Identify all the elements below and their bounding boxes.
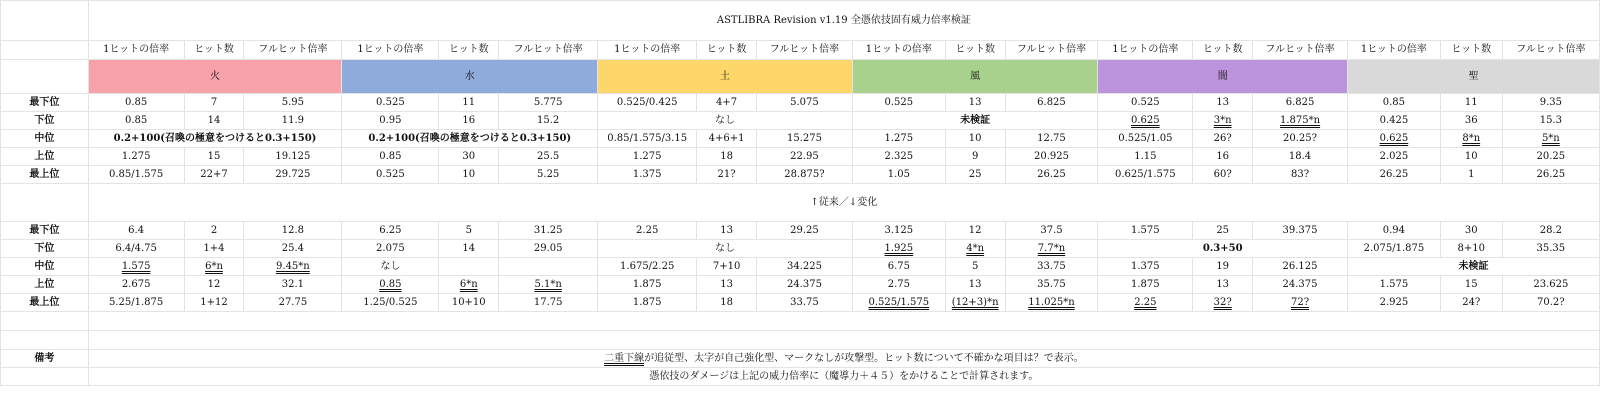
value-cell: 13 xyxy=(1193,276,1253,294)
title-row xyxy=(1,1,1600,41)
value-cell: 20.925 xyxy=(1005,148,1098,166)
value-cell: 28.875? xyxy=(757,166,853,184)
column-header: ヒット数 xyxy=(439,41,499,60)
value-cell: 29.05 xyxy=(499,240,598,258)
value-cell: 3*n xyxy=(1193,112,1253,130)
value-cell: 6.25 xyxy=(342,222,439,240)
value-cell: 83? xyxy=(1253,166,1348,184)
value-cell: 0.625 xyxy=(1098,112,1193,130)
value-cell: 25 xyxy=(945,166,1005,184)
column-header: ヒット数 xyxy=(945,41,1005,60)
data-row xyxy=(1,148,1600,166)
value-cell: 0.525 xyxy=(852,94,945,112)
value-cell: 16 xyxy=(439,112,499,130)
value-cell: 6.825 xyxy=(1253,94,1348,112)
value-cell: 35.35 xyxy=(1502,240,1599,258)
value-cell: 5 xyxy=(945,258,1005,276)
notes-label: 備考 xyxy=(1,350,89,368)
value-cell: 31.25 xyxy=(499,222,598,240)
column-header: ヒット数 xyxy=(184,41,244,60)
value-cell: 0.2+100(召喚の極意をつけると0.3+150) xyxy=(88,130,342,148)
notes-row xyxy=(1,350,1600,368)
value-cell: 0.85/1.575/3.15 xyxy=(598,130,697,148)
corner-cell xyxy=(1,184,89,222)
value-cell: 29.25 xyxy=(757,222,853,240)
value-cell: 21? xyxy=(697,166,757,184)
data-row xyxy=(1,94,1600,112)
corner-cell xyxy=(1,60,89,94)
rank-label: 上位 xyxy=(1,276,89,294)
notes-line-2: 憑依技のダメージは上記の威力倍率に（魔導力＋４５）をかけることで計算されます。 xyxy=(88,368,1599,386)
value-cell: 1.925 xyxy=(852,240,945,258)
data-row xyxy=(1,166,1600,184)
element-header: 土 xyxy=(598,60,853,94)
data-row xyxy=(1,222,1600,240)
element-header: 闇 xyxy=(1098,60,1348,94)
corner-cell xyxy=(1,1,89,41)
value-cell xyxy=(499,258,598,276)
value-cell: 1.275 xyxy=(852,130,945,148)
value-cell: なし xyxy=(342,258,439,276)
value-cell: 8*n xyxy=(1440,130,1502,148)
data-row xyxy=(1,130,1600,148)
value-cell: 20.25? xyxy=(1253,130,1348,148)
column-header-row xyxy=(1,41,1600,60)
value-cell: 未検証 xyxy=(852,112,1097,130)
value-cell: 0.85 xyxy=(88,94,184,112)
value-cell: 0.525/0.425 xyxy=(598,94,697,112)
value-cell: 9.45*n xyxy=(244,258,342,276)
value-cell: 30 xyxy=(439,148,499,166)
value-cell: 37.5 xyxy=(1005,222,1098,240)
value-cell: 2.025 xyxy=(1347,148,1440,166)
value-cell: 5 xyxy=(439,222,499,240)
value-cell: 1+4 xyxy=(184,240,244,258)
section-separator: ↑従来／↓変化 xyxy=(88,184,1599,222)
column-header: 1ヒットの倍率 xyxy=(88,41,184,60)
value-cell: 19 xyxy=(1193,258,1253,276)
data-row xyxy=(1,276,1600,294)
value-cell: 6.825 xyxy=(1005,94,1098,112)
data-row xyxy=(1,258,1600,276)
corner-cell xyxy=(1,331,89,350)
rank-label: 中位 xyxy=(1,258,89,276)
column-header: 1ヒットの倍率 xyxy=(852,41,945,60)
value-cell: 1.875*n xyxy=(1253,112,1348,130)
value-cell: 16 xyxy=(1193,148,1253,166)
value-cell: 6.4 xyxy=(88,222,184,240)
value-cell: 25.4 xyxy=(244,240,342,258)
value-cell: 32.1 xyxy=(244,276,342,294)
separator-row xyxy=(1,184,1600,222)
value-cell: 19.125 xyxy=(244,148,342,166)
value-cell: 26.25 xyxy=(1502,166,1599,184)
value-cell: 15.275 xyxy=(757,130,853,148)
value-cell: 1.275 xyxy=(598,148,697,166)
value-cell: なし xyxy=(598,112,853,130)
value-cell: 13 xyxy=(1193,94,1253,112)
value-cell: 0.525 xyxy=(342,166,439,184)
value-cell: 2.075/1.875 xyxy=(1347,240,1440,258)
column-header: フルヒット倍率 xyxy=(1005,41,1098,60)
column-header: 1ヒットの倍率 xyxy=(598,41,697,60)
column-header: フルヒット倍率 xyxy=(1253,41,1348,60)
value-cell: 2.325 xyxy=(852,148,945,166)
value-cell: 2.75 xyxy=(852,276,945,294)
value-cell: 9 xyxy=(945,148,1005,166)
value-cell: 30 xyxy=(1440,222,1502,240)
value-cell: 11 xyxy=(1440,94,1502,112)
value-cell: 60? xyxy=(1193,166,1253,184)
value-cell: 0.625 xyxy=(1347,130,1440,148)
rank-label: 中位 xyxy=(1,130,89,148)
value-cell: 11.9 xyxy=(244,112,342,130)
column-header: ヒット数 xyxy=(1440,41,1502,60)
value-cell: 4+7 xyxy=(697,94,757,112)
value-cell: 13 xyxy=(697,222,757,240)
value-cell: 1.25/0.525 xyxy=(342,294,439,312)
value-cell: 18.4 xyxy=(1253,148,1348,166)
value-cell: なし xyxy=(598,240,853,258)
spacer-row xyxy=(1,331,1600,350)
value-cell: 32? xyxy=(1193,294,1253,312)
value-cell: 5.775 xyxy=(499,94,598,112)
value-cell: 15.2 xyxy=(499,112,598,130)
element-header: 水 xyxy=(342,60,598,94)
value-cell: 未検証 xyxy=(1347,258,1599,276)
value-cell: 20.25 xyxy=(1502,148,1599,166)
value-cell: 25 xyxy=(1193,222,1253,240)
column-header: 1ヒットの倍率 xyxy=(1098,41,1193,60)
value-cell: 5.95 xyxy=(244,94,342,112)
value-cell: 7.7*n xyxy=(1005,240,1098,258)
value-cell: 33.75 xyxy=(757,294,853,312)
value-cell: 1+12 xyxy=(184,294,244,312)
notes-text: が追従型、太字が自己強化型、マークなしが攻撃型。ヒット数について不確かな項目は？で表示。 xyxy=(644,352,1084,364)
rank-label: 下位 xyxy=(1,240,89,258)
column-header: ヒット数 xyxy=(697,41,757,60)
value-cell: 3.125 xyxy=(852,222,945,240)
value-cell: 4+6+1 xyxy=(697,130,757,148)
value-cell: 10+10 xyxy=(439,294,499,312)
column-header: 1ヒットの倍率 xyxy=(1347,41,1440,60)
value-cell: 72? xyxy=(1253,294,1348,312)
value-cell: 0.2+100(召喚の極意をつけると0.3+150) xyxy=(342,130,598,148)
value-cell: 25.5 xyxy=(499,148,598,166)
value-cell: 13 xyxy=(945,276,1005,294)
value-cell: 13 xyxy=(697,276,757,294)
value-cell: 29.725 xyxy=(244,166,342,184)
column-header: フルヒット倍率 xyxy=(244,41,342,60)
data-row xyxy=(1,240,1600,258)
value-cell: 15 xyxy=(184,148,244,166)
rank-label: 最下位 xyxy=(1,222,89,240)
spacer-cell xyxy=(88,312,1599,331)
value-cell: 0.85 xyxy=(342,148,439,166)
value-cell: 6*n xyxy=(439,276,499,294)
value-cell: 35.75 xyxy=(1005,276,1098,294)
value-cell: 14 xyxy=(439,240,499,258)
value-cell: 8+10 xyxy=(1440,240,1502,258)
data-row xyxy=(1,294,1600,312)
value-cell: 5.075 xyxy=(757,94,853,112)
rank-label: 上位 xyxy=(1,148,89,166)
value-cell: 0.85 xyxy=(342,276,439,294)
value-cell: 5.1*n xyxy=(499,276,598,294)
rank-label: 最上位 xyxy=(1,166,89,184)
value-cell: 24? xyxy=(1440,294,1502,312)
value-cell: 33.75 xyxy=(1005,258,1098,276)
value-cell: 0.85/1.575 xyxy=(88,166,184,184)
element-row xyxy=(1,60,1600,94)
corner-cell xyxy=(1,312,89,331)
value-cell: 7+10 xyxy=(697,258,757,276)
column-header: フルヒット倍率 xyxy=(499,41,598,60)
value-cell: 13 xyxy=(945,94,1005,112)
value-cell: 18 xyxy=(697,148,757,166)
value-cell: 1.875 xyxy=(598,276,697,294)
value-cell: 1.05 xyxy=(852,166,945,184)
value-cell: 28.2 xyxy=(1502,222,1599,240)
element-header: 聖 xyxy=(1347,60,1599,94)
column-header: フルヒット倍率 xyxy=(757,41,853,60)
value-cell: 26? xyxy=(1193,130,1253,148)
value-cell: (12+3)*n xyxy=(945,294,1005,312)
value-cell: 1.375 xyxy=(1098,258,1193,276)
value-cell: 34.225 xyxy=(757,258,853,276)
value-cell: 26.25 xyxy=(1005,166,1098,184)
value-cell: 23.625 xyxy=(1502,276,1599,294)
value-cell: 12 xyxy=(945,222,1005,240)
value-cell: 12 xyxy=(184,276,244,294)
value-cell: 0.525 xyxy=(1098,94,1193,112)
data-row xyxy=(1,112,1600,130)
value-cell: 5.25/1.875 xyxy=(88,294,184,312)
value-cell: 15 xyxy=(1440,276,1502,294)
value-cell: 7 xyxy=(184,94,244,112)
value-cell: 18 xyxy=(697,294,757,312)
rank-label: 下位 xyxy=(1,112,89,130)
value-cell: 39.375 xyxy=(1253,222,1348,240)
value-cell: 14 xyxy=(184,112,244,130)
value-cell: 1.575 xyxy=(1347,276,1440,294)
value-cell: 0.85 xyxy=(88,112,184,130)
value-cell: 22+7 xyxy=(184,166,244,184)
value-cell: 1.875 xyxy=(598,294,697,312)
column-header: ヒット数 xyxy=(1193,41,1253,60)
value-cell: 24.375 xyxy=(1253,276,1348,294)
value-cell: 36 xyxy=(1440,112,1502,130)
value-cell: 0.95 xyxy=(342,112,439,130)
value-cell: 0.525/1.05 xyxy=(1098,130,1193,148)
value-cell xyxy=(439,258,499,276)
value-cell: 1 xyxy=(1440,166,1502,184)
value-cell: 5.25 xyxy=(499,166,598,184)
spacer-row xyxy=(1,312,1600,331)
value-cell: 2.925 xyxy=(1347,294,1440,312)
value-cell: 1.575 xyxy=(1098,222,1193,240)
rank-label: 最下位 xyxy=(1,94,89,112)
value-cell: 1.875 xyxy=(1098,276,1193,294)
value-cell: 12.75 xyxy=(1005,130,1098,148)
value-cell: 1.675/2.25 xyxy=(598,258,697,276)
value-cell: 17.75 xyxy=(499,294,598,312)
value-cell: 0.625/1.575 xyxy=(1098,166,1193,184)
value-cell: 5*n xyxy=(1502,130,1599,148)
column-header: 1ヒットの倍率 xyxy=(342,41,439,60)
notes-row xyxy=(1,368,1600,386)
value-cell: 11.025*n xyxy=(1005,294,1098,312)
corner-cell xyxy=(1,41,89,60)
value-cell: 2.25 xyxy=(1098,294,1193,312)
value-cell: 4*n xyxy=(945,240,1005,258)
value-cell: 70.2? xyxy=(1502,294,1599,312)
rank-label: 最上位 xyxy=(1,294,89,312)
notes-line-1 xyxy=(88,350,1599,368)
value-cell: 10 xyxy=(945,130,1005,148)
value-cell: 2.075 xyxy=(342,240,439,258)
value-cell: 12.8 xyxy=(244,222,342,240)
element-header: 火 xyxy=(88,60,342,94)
value-cell: 2 xyxy=(184,222,244,240)
corner-cell xyxy=(1,368,89,386)
value-cell: 1.375 xyxy=(598,166,697,184)
value-cell: 9.35 xyxy=(1502,94,1599,112)
value-cell: 1.275 xyxy=(88,148,184,166)
value-cell: 1.575 xyxy=(88,258,184,276)
value-cell: 6.75 xyxy=(852,258,945,276)
value-cell: 0.94 xyxy=(1347,222,1440,240)
value-cell: 10 xyxy=(439,166,499,184)
spacer-cell xyxy=(88,331,1599,350)
value-cell: 22.95 xyxy=(757,148,853,166)
notes-underline-term: 二重下線 xyxy=(604,352,645,364)
value-cell: 2.675 xyxy=(88,276,184,294)
value-cell: 0.85 xyxy=(1347,94,1440,112)
value-cell: 6*n xyxy=(184,258,244,276)
value-cell: 11 xyxy=(439,94,499,112)
value-cell: 26.125 xyxy=(1253,258,1348,276)
column-header: フルヒット倍率 xyxy=(1502,41,1599,60)
value-cell: 24.375 xyxy=(757,276,853,294)
value-cell: 10 xyxy=(1440,148,1502,166)
element-header: 風 xyxy=(852,60,1097,94)
value-cell: 2.25 xyxy=(598,222,697,240)
value-cell: 1.15 xyxy=(1098,148,1193,166)
value-cell: 0.425 xyxy=(1347,112,1440,130)
value-cell: 26.25 xyxy=(1347,166,1440,184)
value-cell: 0.525 xyxy=(342,94,439,112)
value-cell: 0.3+50 xyxy=(1098,240,1348,258)
value-cell: 6.4/4.75 xyxy=(88,240,184,258)
value-cell: 0.525/1.575 xyxy=(852,294,945,312)
value-cell: 15.3 xyxy=(1502,112,1599,130)
value-cell: 27.75 xyxy=(244,294,342,312)
sheet-title: ASTLIBRA Revision v1.19 全憑依技固有威力倍率検証 xyxy=(88,1,1599,41)
